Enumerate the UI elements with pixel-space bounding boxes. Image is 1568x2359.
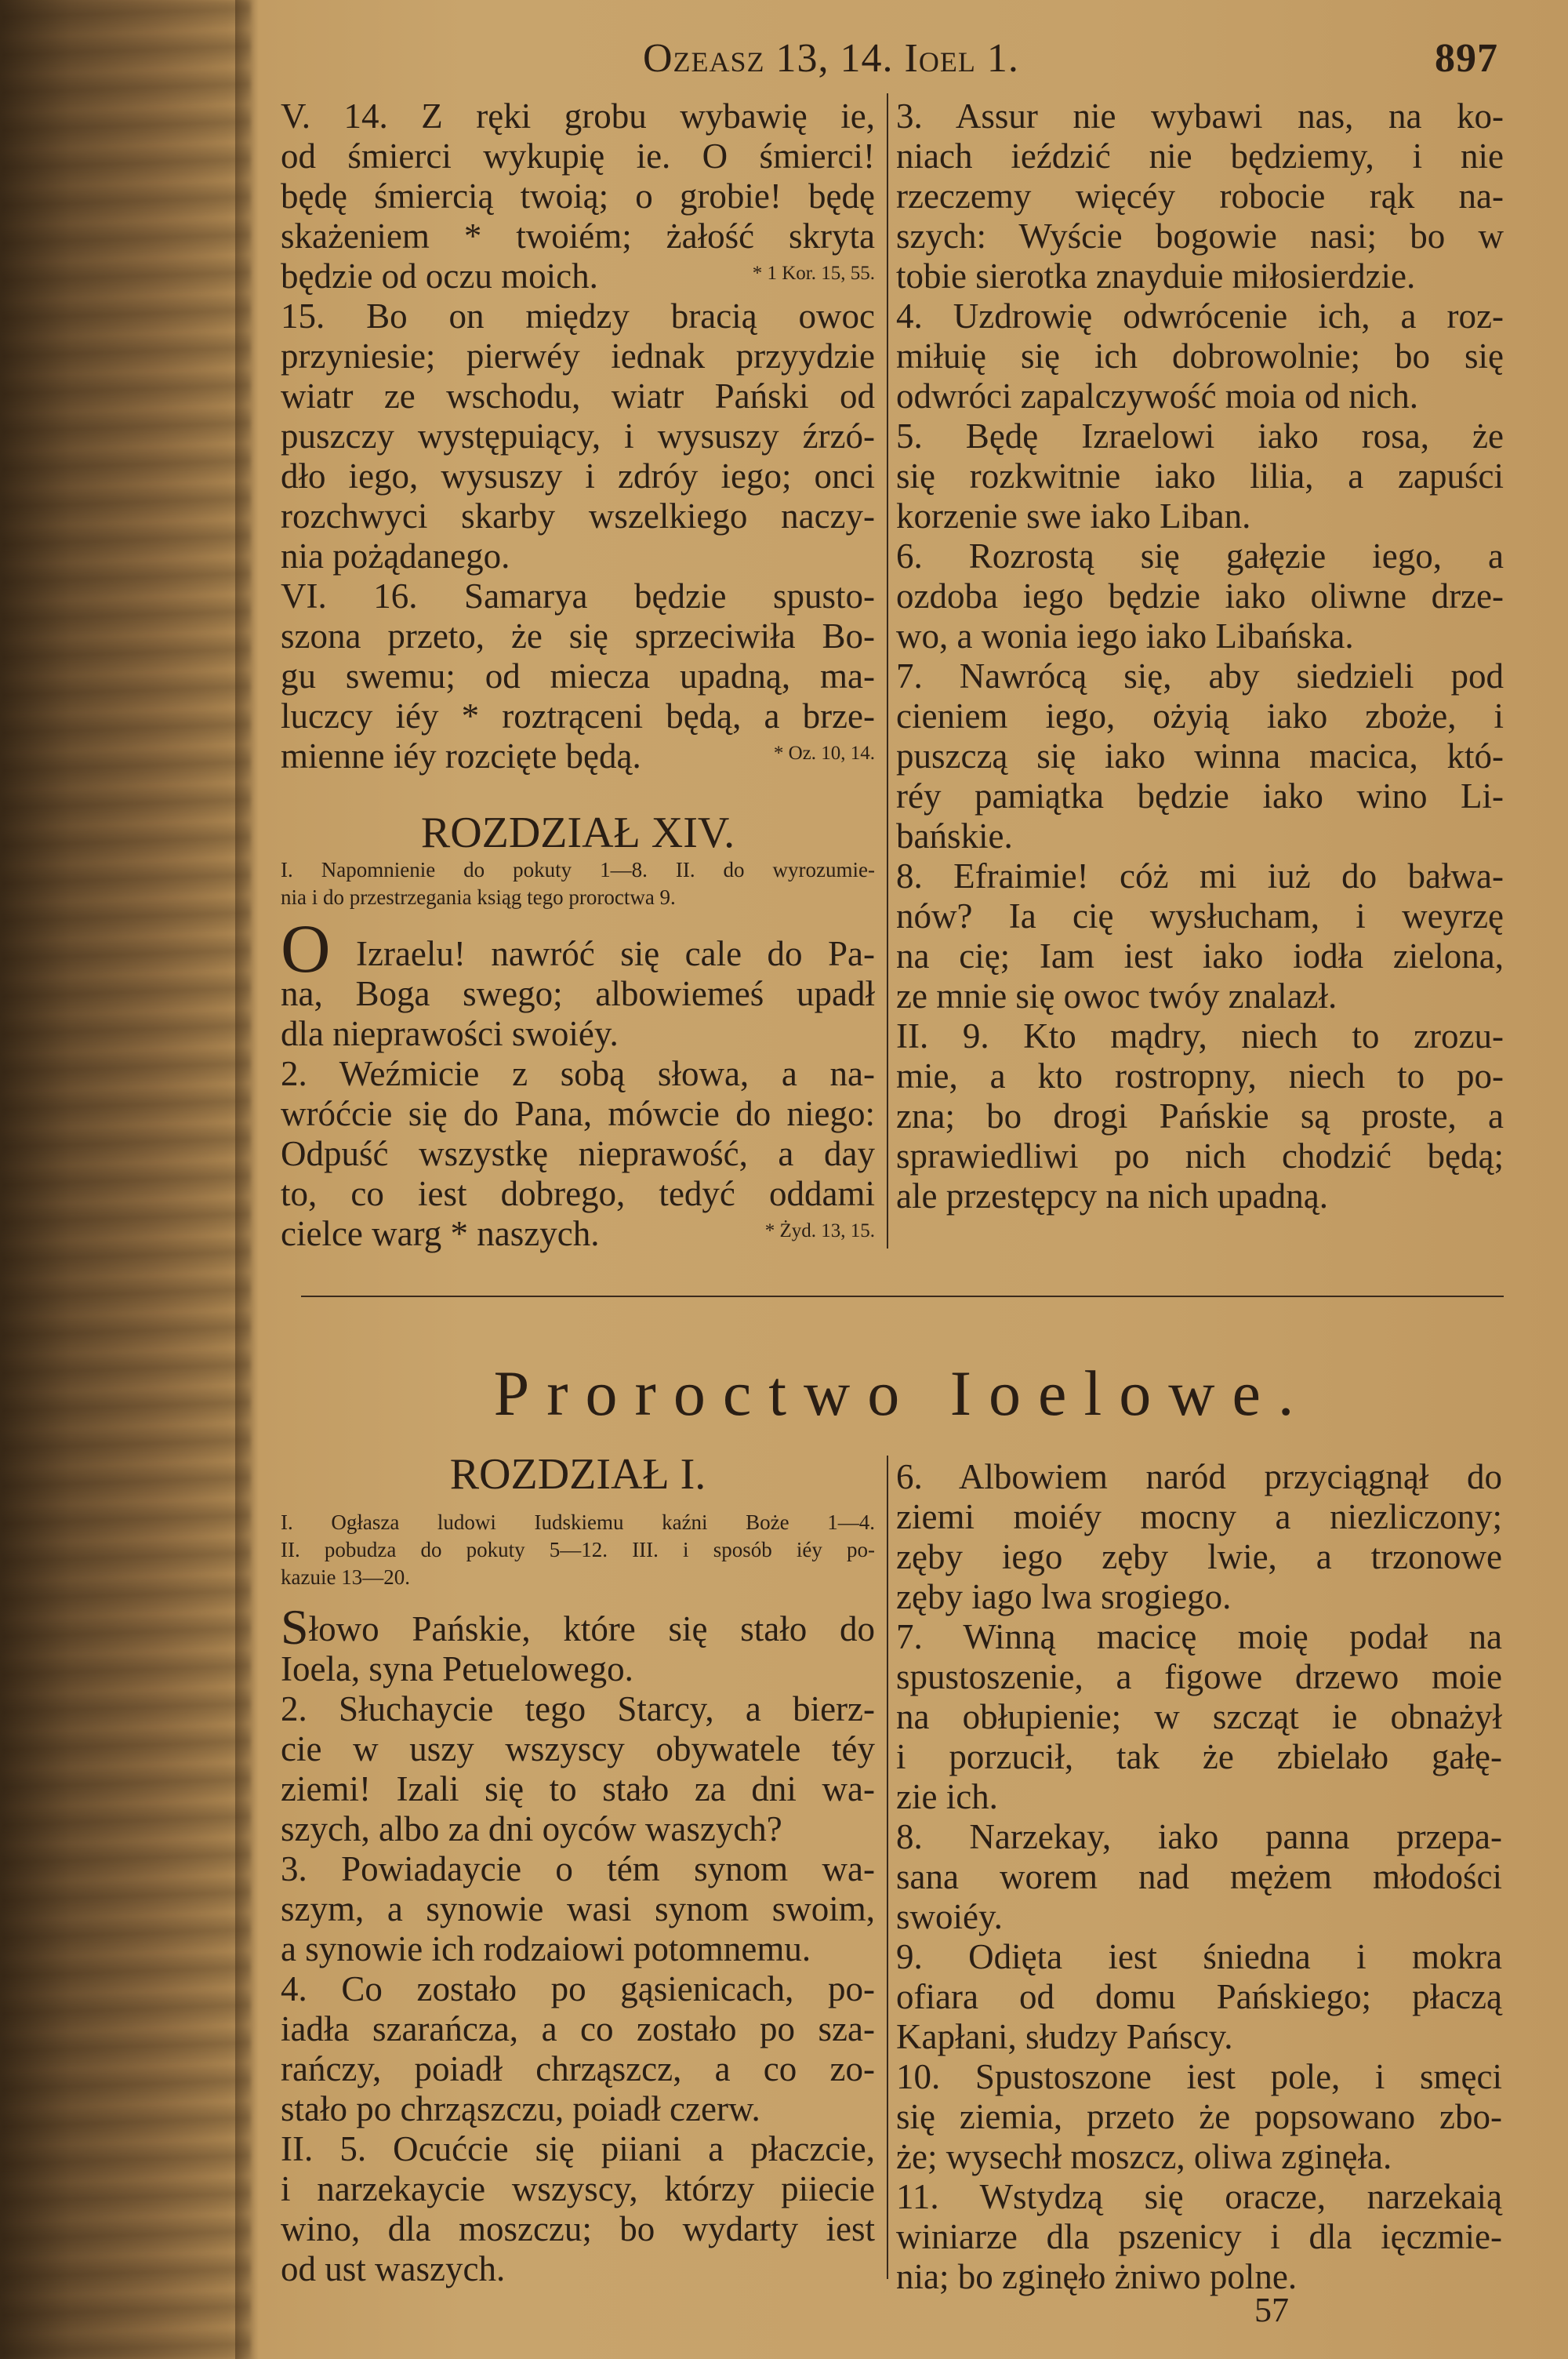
text-line: odwróci zapalczywość moia od nich.	[896, 376, 1419, 416]
text-line: zna; bo drogi Pańskie są proste, a	[896, 1096, 1504, 1136]
text-line: to, co iest dobrego, tedyć oddami	[281, 1174, 875, 1213]
text-line: spustoszenie, a figowe drzewo moie	[896, 1657, 1502, 1696]
text-line: 9. Odięta iest śniedna i mokra	[896, 1937, 1502, 1976]
text-line: rzeczemy więcéy robocie rąk na-	[896, 176, 1504, 216]
text-line: ozdoba iego będzie iako oliwne drze-	[896, 576, 1504, 616]
text-line: przyniesie; pierwéy iednak przyydzie	[281, 336, 875, 376]
text-line: korzenie swe iako Liban.	[896, 496, 1251, 536]
text-line: na obłupienie; w szcząt ie obnażył	[896, 1697, 1502, 1736]
chapter-heading: ROZDZIAŁ XIV.	[420, 809, 735, 857]
text-line: rańczy, poiadł chrząszcz, a co zo-	[281, 2049, 875, 2088]
text-line: 2. Weźmicie z sobą słowa, a na-	[281, 1054, 875, 1093]
text-line: i porzucił, tak że zbielało gałę-	[896, 1737, 1502, 1776]
text-line: puszczą się iako winna macica, któ-	[896, 736, 1504, 776]
summary-line: nia i do przestrzegania ksiąg tego proroctwa 9.	[281, 885, 676, 909]
line-text: Izraelu! nawróć się cale do Pa-	[330, 934, 875, 973]
text-line: 8. Efraimie! cóż mi iuż do bałwa-	[896, 856, 1504, 896]
drop-capital: S	[281, 1599, 309, 1655]
text-line: réy pamiątka będzie iako wino Li-	[896, 776, 1504, 816]
text-line: luczcy iéy * roztrąceni będą, a brze-	[281, 696, 875, 736]
text-line: nia; bo zginęło żniwo polne.	[896, 2257, 1298, 2296]
text-line: zie ich.	[896, 1777, 998, 1816]
text-line: na cię; Iam iest iako iodła zielona,	[896, 936, 1504, 976]
text-line: ale przestępcy na nich upadną.	[896, 1176, 1328, 1216]
column-divider	[887, 1456, 888, 2279]
text-line: 6. Rozrostą się gałęzie iego, a	[896, 536, 1504, 576]
text-line: zęby iego zęby lwie, a trzonowe	[896, 1537, 1502, 1576]
text-line: rozchwyci skarby wszelkiego naczy-	[281, 496, 875, 536]
gutter-shadow	[235, 0, 259, 2359]
text-line: ze mnie się owoc twóy znalazł.	[896, 976, 1338, 1016]
text-line	[281, 1599, 875, 1655]
text-line: II. 9. Kto mądry, niech to zrozu-	[896, 1016, 1504, 1056]
text-line: sana worem nad mężem młodości	[896, 1857, 1502, 1896]
text-line: cieniem iego, ożyią iako zboże, i	[896, 696, 1504, 736]
text-line: wo, a wonia iego iako Libańska.	[896, 616, 1354, 656]
text-line: 6. Albowiem naród przyciągnął do	[896, 1457, 1502, 1496]
text-line: swoiéy.	[896, 1897, 1003, 1936]
text-line: 10. Spustoszone iest pole, i smęci	[896, 2057, 1502, 2096]
text-line: się ziemia, przeto że popsowano zbo-	[896, 2097, 1502, 2136]
text-line	[281, 911, 875, 987]
text-line: stało po chrząszczu, poiadł czerw.	[281, 2089, 760, 2128]
text-line	[281, 1214, 875, 1254]
bottom-left-column	[281, 1599, 875, 2289]
summary-line: kazuie 13—20.	[281, 1565, 410, 1589]
text-line: ziemi moiéy mocny a niezliczony;	[896, 1497, 1502, 1536]
text-line: nia pożądanego.	[281, 536, 510, 576]
text-line: 3. Powiadaycie o tém synom wa-	[281, 1849, 875, 1888]
top-left-column	[281, 96, 875, 776]
text-line: skażeniem * twoiém; żałość skryta	[281, 216, 875, 256]
text-line: dla nieprawości swoiéy.	[281, 1014, 619, 1053]
text-line: Kapłani, słudzy Pańscy.	[896, 2017, 1233, 2056]
text-line: będę śmiercią twoią; o grobie! będę	[281, 176, 875, 216]
text-line: od śmierci wykupię ie. O śmierci!	[281, 136, 875, 176]
text-line	[281, 256, 875, 296]
text-line: tobie sierotka znayduie miłosierdzie.	[896, 256, 1416, 296]
footnote-reference: * Żyd. 13, 15.	[764, 1220, 875, 1241]
summary-line: I. Ogłasza ludowi Iudskiemu kaźni Boże 1—4.	[281, 1510, 875, 1534]
text-line: wiatr ze wschodu, wiatr Pański od	[281, 376, 875, 416]
text-line: 5. Będę Izraelowi iako rosa, że	[896, 416, 1504, 456]
line-text: łowo Pańskie, które się stało do	[308, 1609, 875, 1648]
text-line: na, Boga swego; albowiemeś upadł	[281, 974, 875, 1013]
facing-page-spine	[0, 0, 251, 2359]
chapter-heading: ROZDZIAŁ I.	[449, 1450, 706, 1499]
text-line: sprawiedliwi po nich chodzić będą;	[896, 1136, 1504, 1176]
text-line: 7. Winną macicę moię podał na	[896, 1617, 1502, 1656]
drop-capital: O	[281, 911, 331, 987]
text-line: szona przeto, że się sprzeciwiła Bo-	[281, 616, 875, 656]
text-line: szym, a synowie wasi synom swoim,	[281, 1889, 875, 1928]
footnote-reference: * Oz. 10, 14.	[773, 743, 875, 764]
text-line: 3. Assur nie wybawi nas, na ko-	[896, 96, 1504, 136]
text-line: od ust waszych.	[281, 2249, 506, 2288]
text-line: 8. Narzekay, iako panna przepa-	[896, 1817, 1502, 1856]
text-line: ziemi! Izali się to stało za dni wa-	[281, 1769, 875, 1808]
text-line: VI. 16. Samarya będzie spusto-	[281, 576, 875, 616]
text-line: gu swemu; od miecza upadną, ma-	[281, 656, 875, 696]
text-line: Ioela, syna Petuelowego.	[281, 1649, 633, 1688]
text-line: nów? Ia cię wysłucham, i weyrzę	[896, 896, 1504, 936]
running-title: Ozeasz 13, 14. Ioel 1.	[643, 36, 1019, 81]
text-line: Odpuść wszystkę nieprawość, a day	[281, 1134, 875, 1173]
chapter-summary	[281, 856, 875, 911]
text-line: winiarze dla pszenicy i dla ięczmie-	[896, 2217, 1502, 2256]
top-left-column-continued	[281, 911, 875, 1254]
text-line: miłuię się ich dobrowolnie; bo się	[896, 336, 1504, 376]
text-line: ofiara od domu Pańskiego; płaczą	[896, 1977, 1502, 2016]
line-text: będzie od oczu moich.	[281, 256, 598, 296]
bottom-right-column	[896, 1457, 1502, 2297]
footnote-reference: * 1 Kor. 15, 55.	[752, 263, 875, 284]
column-divider	[887, 93, 888, 1249]
text-line: V. 14. Z ręki grobu wybawię ie,	[281, 96, 875, 136]
text-line: się rozkwitnie iako lilia, a zapuści	[896, 456, 1504, 496]
text-line: że; wysechł moszcz, oliwa zginęła.	[896, 2137, 1392, 2176]
text-line: dło iego, wysuszy i zdróy iego; onci	[281, 456, 875, 496]
signature-mark: 57	[1254, 2291, 1289, 2329]
book-title: Proroctwo Ioelowe.	[493, 1358, 1312, 1429]
text-line: 11. Wstydzą się oracze, narzekaią	[896, 2177, 1502, 2216]
text-line: 2. Słuchaycie tego Starcy, a bierz-	[281, 1689, 875, 1728]
summary-line: II. pobudza do pokuty 5—12. III. i sposób iéy po-	[281, 1538, 875, 1561]
text-line: 4. Co zostało po gąsienicach, po-	[281, 1969, 875, 2008]
line-text: mienne iéy rozcięte będą.	[281, 736, 641, 776]
text-line: 7. Nawrócą się, aby siedzieli pod	[896, 656, 1504, 696]
text-line: 15. Bo on między bracią owoc	[281, 296, 875, 336]
text-line: szych: Wyście bogowie nasi; bo w	[896, 216, 1504, 256]
chapter-summary	[281, 1509, 875, 1591]
text-line: wróćcie się do Pana, mówcie do niego:	[281, 1094, 875, 1133]
text-line: i narzekaycie wszyscy, którzy piiecie	[281, 2169, 875, 2208]
top-right-column	[896, 96, 1504, 1216]
text-line: bańskie.	[896, 816, 1013, 856]
text-line: 4. Uzdrowię odwrócenie ich, a roz-	[896, 296, 1504, 336]
text-line: cie w uszy wszyscy obywatele téy	[281, 1729, 875, 1768]
text-line: iadła szarańcza, a co zostało po sza-	[281, 2009, 875, 2048]
text-line: niach ieździć nie będziemy, i nie	[896, 136, 1504, 176]
section-rule	[301, 1296, 1504, 1297]
line-text: cielce warg * naszych.	[281, 1214, 600, 1253]
text-line: zęby iago lwa srogiego.	[896, 1577, 1232, 1616]
text-line: puszczy występuiący, i wysuszy źrzó-	[281, 416, 875, 456]
text-line: mie, a kto rostropny, niech to po-	[896, 1056, 1504, 1096]
text-line: II. 5. Ocućcie się piiani a płaczcie,	[281, 2129, 875, 2168]
page-number: 897	[1435, 36, 1498, 81]
text-line: a synowie ich rodzaiowi potomnemu.	[281, 1929, 811, 1968]
text-line	[281, 736, 875, 776]
text-line: szych, albo za dni oyców waszych?	[281, 1809, 782, 1848]
summary-line: I. Napomnienie do pokuty 1—8. II. do wyrozumie-	[281, 858, 875, 881]
text-line: wino, dla moszczu; bo wydarty iest	[281, 2209, 875, 2248]
